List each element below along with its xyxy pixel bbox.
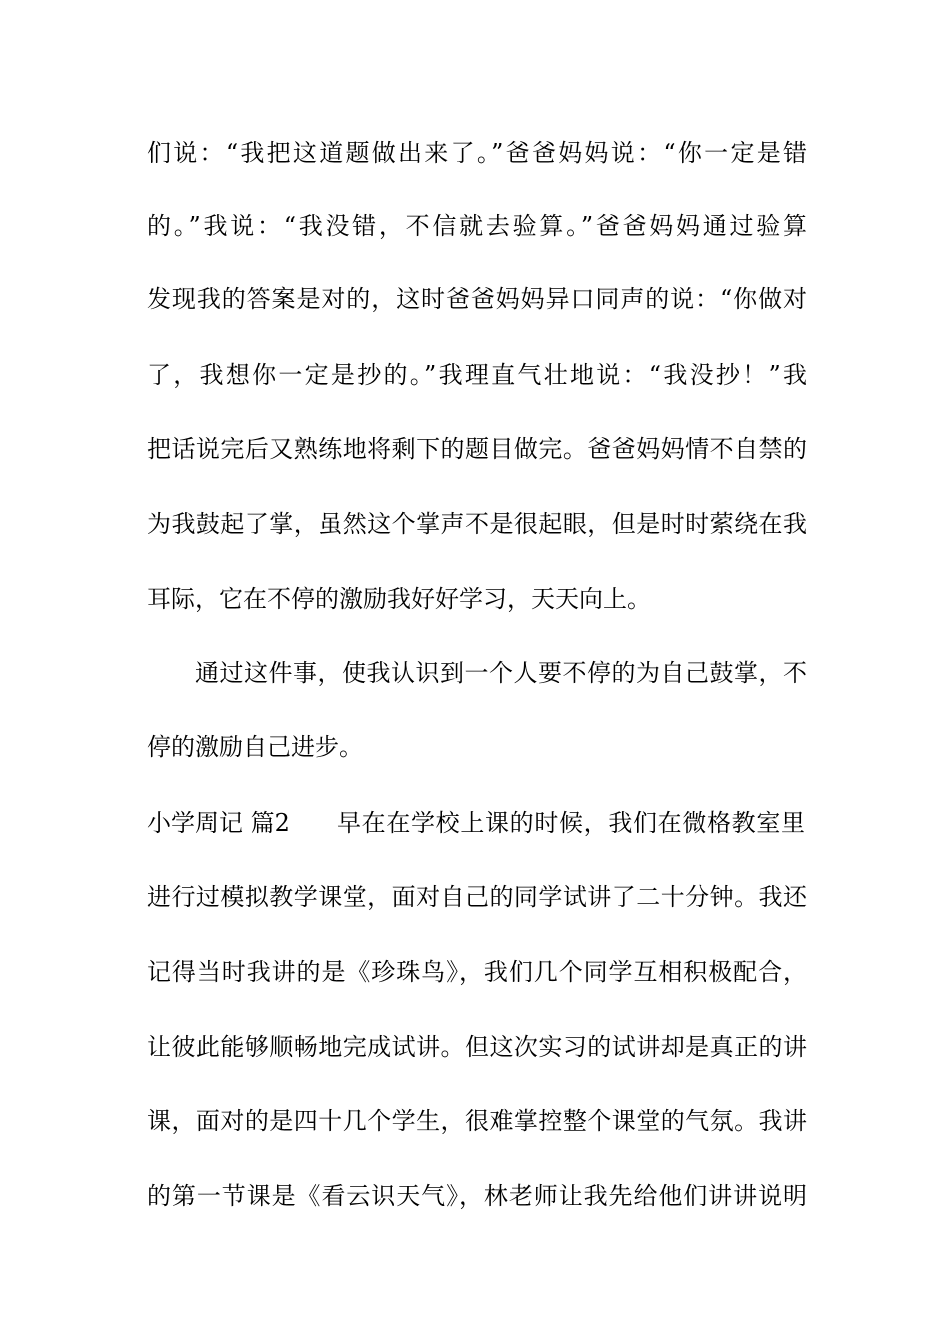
text-line: 为我鼓起了掌，虽然这个掌声不是很起眼，但是时时萦绕在我: [147, 510, 807, 538]
text-line: 的。”我说：“我没错，不信就去验算。”爸爸妈妈通过验算: [147, 212, 807, 240]
text-line: 发现我的答案是对的，这时爸爸妈妈异口同声的说：“你做对: [147, 285, 807, 313]
text-line: 停的激励自己进步。: [147, 733, 363, 761]
text-line: 的第一节课是《看云识天气》，林老师让我先给他们讲讲说明: [147, 1182, 807, 1210]
section-heading-line: [147, 803, 807, 843]
section-heading: 小学周记 篇2: [147, 809, 290, 837]
text-line: 课，面对的是四十几个学生，很难掌控整个课堂的气氛。我讲: [147, 1107, 807, 1135]
text-line: 把话说完后又熟练地将剩下的题目做完。爸爸妈妈情不自禁的: [147, 435, 807, 463]
text-line: 早在在学校上课的时候，我们在微格教室里: [337, 809, 805, 837]
text-line: 通过这件事，使我认识到一个人要不停的为自己鼓掌，不: [195, 659, 807, 687]
text-line: 记得当时我讲的是《珍珠鸟》，我们几个同学互相积极配合，: [147, 958, 807, 986]
text-line: 耳际，它在不停的激励我好好学习，天天向上。: [147, 585, 651, 613]
text-line: 进行过模拟教学课堂，面对自己的同学试讲了二十分钟。我还: [147, 883, 807, 911]
text-line: 了，我想你一定是抄的。”我理直气壮地说：“我没抄！”我: [147, 361, 807, 389]
text-line: 让彼此能够顺畅地完成试讲。但这次实习的试讲却是真正的讲: [147, 1033, 807, 1061]
text-line: 们说：“我把这道题做出来了。”爸爸妈妈说：“你一定是错: [147, 139, 807, 167]
